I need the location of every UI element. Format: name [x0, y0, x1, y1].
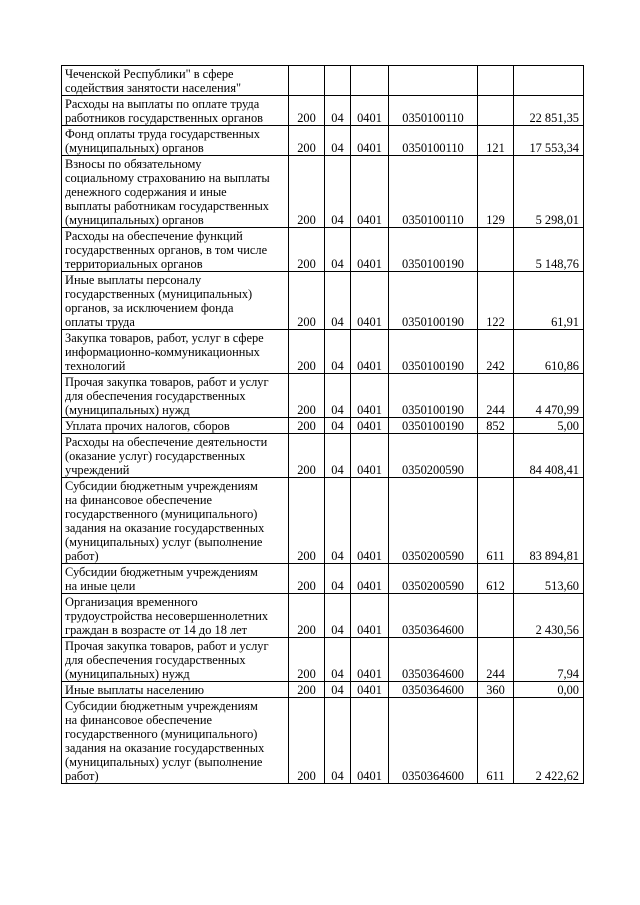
cell-section-code: 04 — [325, 594, 351, 638]
cell-item-name — [62, 66, 289, 96]
cell-item-name — [62, 698, 289, 784]
cell-section-code: 04 — [325, 228, 351, 272]
item-name-line: работ) — [65, 769, 99, 783]
cell-expense-type: 611 — [478, 478, 514, 564]
item-name-line: учреждений — [65, 463, 130, 477]
cell-ministry-code: 200 — [289, 698, 325, 784]
cell-ministry-code: 200 — [289, 272, 325, 330]
cell-item-name — [62, 682, 289, 698]
item-name-line: Организация временного — [65, 595, 198, 609]
table-row — [62, 228, 584, 272]
cell-section-code: 04 — [325, 126, 351, 156]
item-name-line: информационно-коммуникационных — [65, 345, 260, 359]
cell-amount: 7,94 — [514, 638, 584, 682]
cell-expense-type: 122 — [478, 272, 514, 330]
cell-ministry-code: 200 — [289, 330, 325, 374]
item-name-line: технологий — [65, 359, 126, 373]
table-row — [62, 682, 584, 698]
item-name-line: органов, за исключением фонда — [65, 301, 234, 315]
item-name-line: для обеспечения государственных — [65, 389, 246, 403]
cell-subsection-code: 0401 — [351, 126, 389, 156]
item-name-line: территориальных органов — [65, 257, 203, 271]
table-row — [62, 374, 584, 418]
table-body — [62, 66, 584, 784]
item-name-line: государственных (муниципальных) — [65, 287, 253, 301]
cell-item-name — [62, 434, 289, 478]
cell-subsection-code: 0401 — [351, 418, 389, 434]
cell-section-code: 04 — [325, 698, 351, 784]
cell-item-name — [62, 374, 289, 418]
cell-subsection-code: 0401 — [351, 594, 389, 638]
item-name-line: на финансовое обеспечение — [65, 713, 213, 727]
cell-amount: 5,00 — [514, 418, 584, 434]
item-name-line: государственного (муниципального) — [65, 727, 258, 741]
cell-subsection-code: 0401 — [351, 638, 389, 682]
cell-ministry-code: 200 — [289, 682, 325, 698]
cell-target-article: 0350100190 — [389, 374, 478, 418]
cell-target-article: 0350100190 — [389, 418, 478, 434]
cell-subsection-code: 0401 — [351, 272, 389, 330]
cell-item-name — [62, 418, 289, 434]
cell-ministry-code — [289, 66, 325, 96]
cell-amount — [514, 66, 584, 96]
cell-target-article: 0350100110 — [389, 96, 478, 126]
cell-amount: 5 298,01 — [514, 156, 584, 228]
cell-amount: 61,91 — [514, 272, 584, 330]
item-name-line: Расходы на выплаты по оплате труда — [65, 97, 260, 111]
table-row — [62, 330, 584, 374]
cell-amount: 17 553,34 — [514, 126, 584, 156]
cell-section-code: 04 — [325, 478, 351, 564]
cell-ministry-code: 200 — [289, 126, 325, 156]
cell-section-code: 04 — [325, 96, 351, 126]
item-name-line: (муниципальных) услуг (выполнение — [65, 755, 263, 769]
cell-amount: 83 894,81 — [514, 478, 584, 564]
cell-target-article: 0350100190 — [389, 330, 478, 374]
cell-amount: 2 430,56 — [514, 594, 584, 638]
cell-item-name — [62, 96, 289, 126]
cell-section-code: 04 — [325, 638, 351, 682]
table-row — [62, 594, 584, 638]
cell-item-name — [62, 126, 289, 156]
item-name-line: Субсидии бюджетным учреждениям — [65, 565, 258, 579]
table-row — [62, 478, 584, 564]
cell-expense-type — [478, 434, 514, 478]
item-name-line: социальному страхованию на выплаты — [65, 171, 270, 185]
cell-subsection-code: 0401 — [351, 330, 389, 374]
item-name-line: Взносы по обязательному — [65, 157, 202, 171]
item-name-line: Прочая закупка товаров, работ и услуг — [65, 375, 269, 389]
item-name-line: Фонд оплаты труда государственных — [65, 127, 260, 141]
table-row — [62, 434, 584, 478]
cell-expense-type — [478, 228, 514, 272]
item-name-line: на иные цели — [65, 579, 136, 593]
item-name-line: Расходы на обеспечение функций — [65, 229, 243, 243]
item-name-line: Уплата прочих налогов, сборов — [65, 419, 230, 433]
item-name-line: Закупка товаров, работ, услуг в сфере — [65, 331, 264, 345]
item-name-line: оплаты труда — [65, 315, 135, 329]
item-name-line: Иные выплаты населению — [65, 683, 204, 697]
cell-target-article: 0350364600 — [389, 638, 478, 682]
cell-target-article: 0350200590 — [389, 478, 478, 564]
cell-subsection-code: 0401 — [351, 682, 389, 698]
cell-ministry-code: 200 — [289, 478, 325, 564]
cell-section-code: 04 — [325, 272, 351, 330]
cell-ministry-code: 200 — [289, 564, 325, 594]
cell-item-name — [62, 594, 289, 638]
cell-item-name — [62, 478, 289, 564]
table-row — [62, 418, 584, 434]
cell-section-code: 04 — [325, 156, 351, 228]
cell-subsection-code — [351, 66, 389, 96]
item-name-line: (муниципальных) органов — [65, 213, 204, 227]
cell-subsection-code: 0401 — [351, 96, 389, 126]
item-name-line: (муниципальных) нужд — [65, 403, 190, 417]
table-row — [62, 96, 584, 126]
budget-table — [61, 65, 584, 784]
table-row — [62, 638, 584, 682]
table-row — [62, 698, 584, 784]
cell-expense-type: 612 — [478, 564, 514, 594]
cell-section-code: 04 — [325, 564, 351, 594]
item-name-line: Субсидии бюджетным учреждениям — [65, 699, 258, 713]
item-name-line: работ) — [65, 549, 99, 563]
cell-item-name — [62, 330, 289, 374]
cell-expense-type: 244 — [478, 374, 514, 418]
cell-item-name — [62, 228, 289, 272]
cell-subsection-code: 0401 — [351, 228, 389, 272]
item-name-line: граждан в возрасте от 14 до 18 лет — [65, 623, 248, 637]
item-name-line: выплаты работникам государственных — [65, 199, 269, 213]
cell-subsection-code: 0401 — [351, 374, 389, 418]
item-name-line: государственного (муниципального) — [65, 507, 258, 521]
cell-expense-type: 244 — [478, 638, 514, 682]
cell-target-article: 0350100190 — [389, 272, 478, 330]
cell-target-article: 0350200590 — [389, 434, 478, 478]
cell-amount: 84 408,41 — [514, 434, 584, 478]
item-name-line: (муниципальных) нужд — [65, 667, 190, 681]
item-name-line: содействия занятости населения" — [65, 81, 242, 95]
cell-expense-type: 611 — [478, 698, 514, 784]
item-name-line: (муниципальных) услуг (выполнение — [65, 535, 263, 549]
cell-item-name — [62, 638, 289, 682]
item-name-line: Расходы на обеспечение деятельности — [65, 435, 268, 449]
cell-expense-type: 360 — [478, 682, 514, 698]
cell-subsection-code: 0401 — [351, 156, 389, 228]
cell-target-article: 0350200590 — [389, 564, 478, 594]
cell-ministry-code: 200 — [289, 228, 325, 272]
cell-target-article: 0350364600 — [389, 594, 478, 638]
cell-ministry-code: 200 — [289, 156, 325, 228]
item-name-line: денежного содержания и иные — [65, 185, 227, 199]
cell-amount: 610,86 — [514, 330, 584, 374]
cell-ministry-code: 200 — [289, 434, 325, 478]
item-name-line: (муниципальных) органов — [65, 141, 204, 155]
item-name-line: Прочая закупка товаров, работ и услуг — [65, 639, 269, 653]
cell-section-code: 04 — [325, 374, 351, 418]
cell-expense-type — [478, 96, 514, 126]
item-name-line: работников государственных органов — [65, 111, 263, 125]
cell-section-code: 04 — [325, 682, 351, 698]
table-row — [62, 156, 584, 228]
cell-amount: 22 851,35 — [514, 96, 584, 126]
table-row — [62, 272, 584, 330]
table-row — [62, 66, 584, 96]
cell-amount: 4 470,99 — [514, 374, 584, 418]
cell-expense-type — [478, 594, 514, 638]
cell-amount: 0,00 — [514, 682, 584, 698]
table-row — [62, 126, 584, 156]
cell-expense-type — [478, 66, 514, 96]
item-name-line: для обеспечения государственных — [65, 653, 246, 667]
item-name-line: Субсидии бюджетным учреждениям — [65, 479, 258, 493]
cell-target-article: 0350100190 — [389, 228, 478, 272]
table-row — [62, 564, 584, 594]
item-name-line: государственных органов, в том числе — [65, 243, 268, 257]
cell-section-code: 04 — [325, 418, 351, 434]
cell-ministry-code: 200 — [289, 638, 325, 682]
cell-target-article — [389, 66, 478, 96]
cell-section-code: 04 — [325, 330, 351, 374]
cell-ministry-code: 200 — [289, 374, 325, 418]
cell-expense-type: 129 — [478, 156, 514, 228]
cell-amount: 5 148,76 — [514, 228, 584, 272]
cell-expense-type: 121 — [478, 126, 514, 156]
item-name-line: задания на оказание государственных — [65, 521, 265, 535]
cell-subsection-code: 0401 — [351, 564, 389, 594]
item-name-line: Чеченской Республики" в сфере — [65, 67, 234, 81]
item-name-line: задания на оказание государственных — [65, 741, 265, 755]
cell-item-name — [62, 156, 289, 228]
cell-ministry-code: 200 — [289, 594, 325, 638]
cell-section-code: 04 — [325, 434, 351, 478]
cell-ministry-code: 200 — [289, 418, 325, 434]
cell-ministry-code: 200 — [289, 96, 325, 126]
cell-subsection-code: 0401 — [351, 478, 389, 564]
cell-subsection-code: 0401 — [351, 698, 389, 784]
cell-item-name — [62, 564, 289, 594]
cell-expense-type: 852 — [478, 418, 514, 434]
cell-item-name — [62, 272, 289, 330]
item-name-line: на финансовое обеспечение — [65, 493, 213, 507]
cell-section-code — [325, 66, 351, 96]
cell-expense-type: 242 — [478, 330, 514, 374]
cell-target-article: 0350364600 — [389, 698, 478, 784]
cell-target-article: 0350364600 — [389, 682, 478, 698]
cell-amount: 2 422,62 — [514, 698, 584, 784]
cell-target-article: 0350100110 — [389, 126, 478, 156]
cell-subsection-code: 0401 — [351, 434, 389, 478]
cell-amount: 513,60 — [514, 564, 584, 594]
item-name-line: (оказание услуг) государственных — [65, 449, 246, 463]
item-name-line: Иные выплаты персоналу — [65, 273, 202, 287]
cell-target-article: 0350100110 — [389, 156, 478, 228]
item-name-line: трудоустройства несовершеннолетних — [65, 609, 269, 623]
